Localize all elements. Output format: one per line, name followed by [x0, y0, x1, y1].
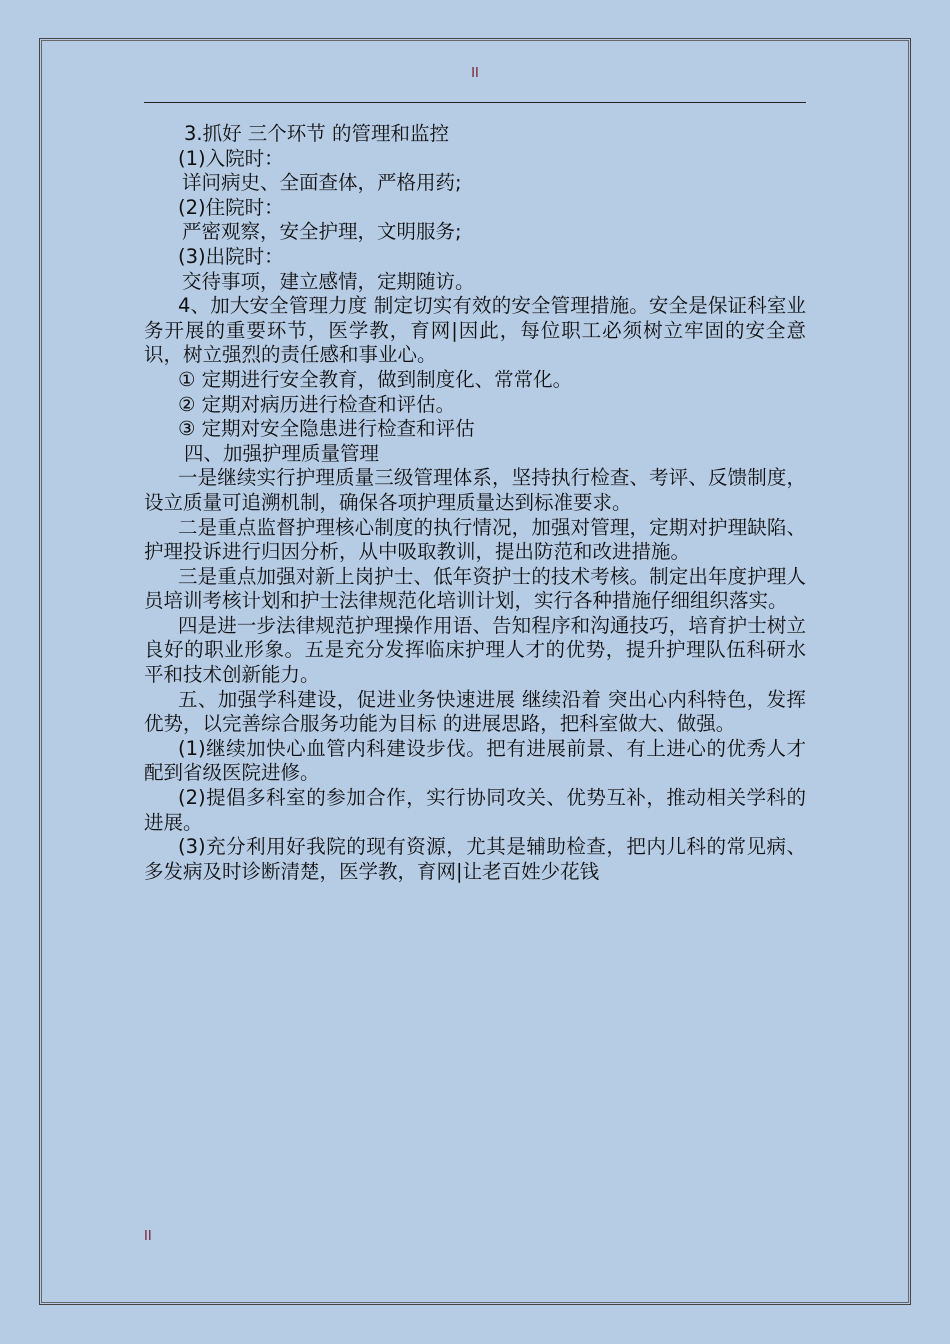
paragraph: 五、加强学科建设，促进业务快速进展 继续沿着 突出心内科特色，发挥优势，以完善综合服务功能为目标 的进展思路，把科室做大、做强。 — [144, 687, 806, 736]
paragraph: 一是继续实行护理质量三级管理体系，坚持执行检查、考评、反馈制度，设立质量可追溯机制，确保各项护理质量达到标准要求。 — [144, 466, 806, 514]
paragraph: (1)继续加快心血管内科建设步伐。把有进展前景、有上进心的优秀人才配到省级医院进修。 — [144, 736, 806, 785]
paragraph: 严密观察，安全护理，文明服务; — [182, 220, 462, 244]
section-heading: 3.抓好 三个环节 的管理和监控 — [184, 122, 450, 145]
paragraph: (2)提倡多科室的参加合作，实行协同攻关、优势互补，推动相关学科的进展。 — [144, 786, 806, 834]
paragraph: 交待事项，建立感情，定期随访。 — [182, 269, 475, 293]
document-body — [144, 122, 806, 884]
list-item: ① 定期进行安全教育，做到制度化、常常化。 — [178, 367, 573, 391]
section-heading: 四、加强护理质量管理 — [184, 441, 380, 465]
header-rule — [144, 102, 806, 103]
list-item: ② 定期对病历进行检查和评估。 — [178, 392, 456, 416]
paragraph: (3)充分利用好我院的现有资源，尤其是辅助检查，把内儿科的常见病、多发病及时诊断清楚，医学教，育网|让老百姓少花钱 — [144, 835, 806, 883]
list-item: ③ 定期对安全隐患进行检查和评估 — [178, 417, 475, 441]
header-mark: II — [471, 66, 479, 81]
subheading: (2)住院时： — [178, 195, 284, 219]
paragraph: 三是重点加强对新上岗护士、低年资护士的技术考核。制定出年度护理人员培训考核计划和护士法律规范化培训计划，实行各种措施仔细组织落实。 — [144, 564, 806, 613]
footer-mark: II — [144, 1229, 152, 1244]
paragraph: 二是重点监督护理核心制度的执行情况，加强对管理，定期对护理缺陷、护理投诉进行归因分析，从中吸取教训，提出防范和改进措施。 — [144, 515, 806, 564]
subheading: (1)入院时： — [178, 146, 284, 170]
paragraph: 4、加大安全管理力度 制定切实有效的安全管理措施。安全是保证科室业务开展的重要环节，医学教，育网|因此，每位职工必须树立牢固的安全意识，树立强烈的责任感和事业心。 — [144, 294, 806, 367]
paragraph: 详问病史、全面查体，严格用药; — [182, 171, 462, 195]
paragraph: 四是进一步法律规范护理操作用语、告知程序和沟通技巧，培育护士树立良好的职业形象。五是充分发挥临床护理人才的优势，提升护理队伍科研水平和技术创新能力。 — [144, 613, 806, 687]
subheading: (3)出院时： — [178, 244, 284, 268]
